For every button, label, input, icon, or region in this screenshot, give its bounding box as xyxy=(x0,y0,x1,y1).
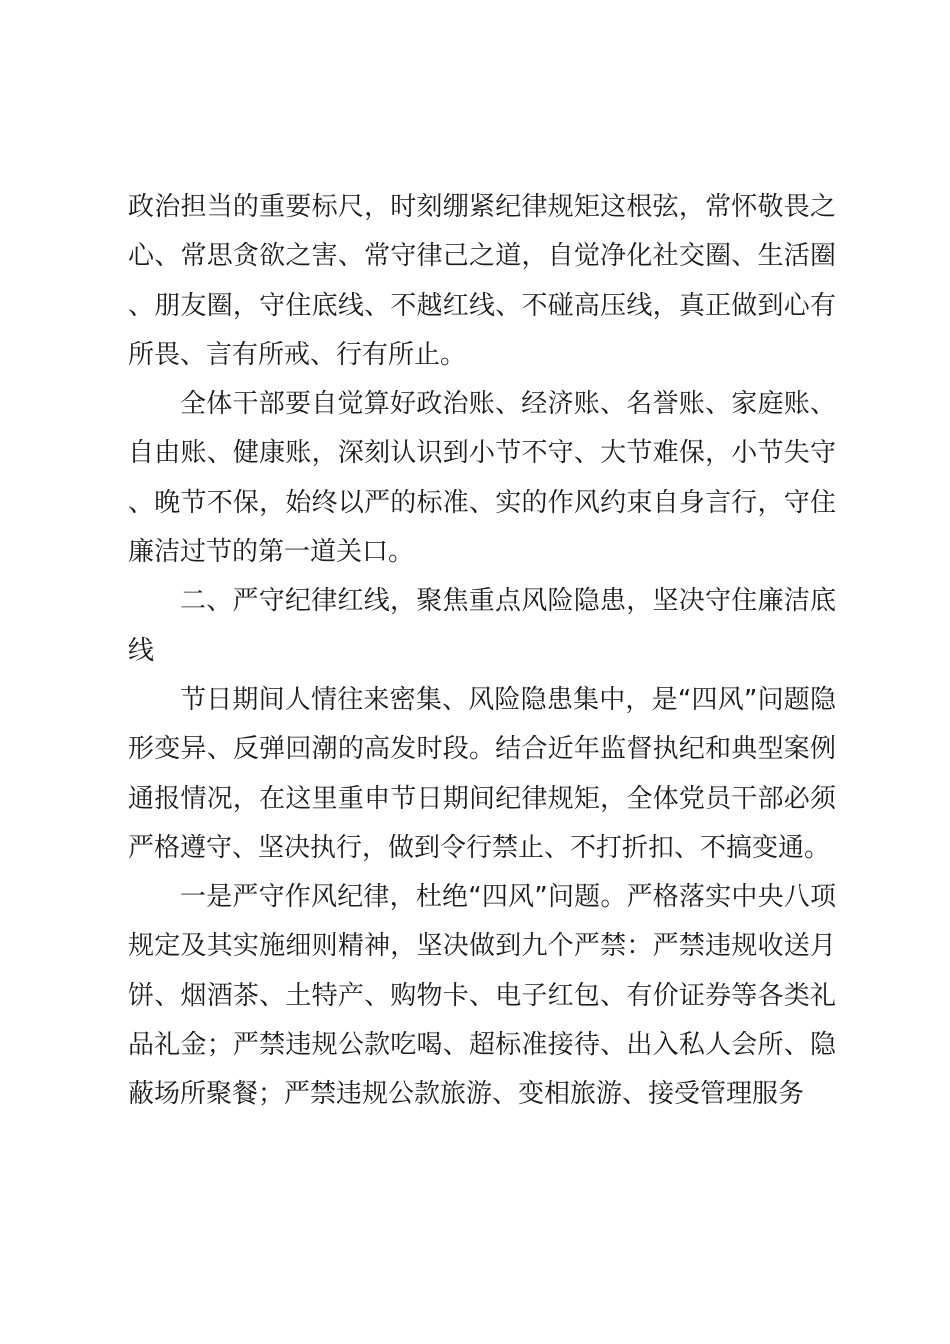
paragraph-continuation: 政治担当的重要标尺，时刻绷紧纪律规矩这根弦，常怀敬畏之心、常思贪欲之害、常守律己之道，自觉净化社交圈、生活圈、朋友圈，守住底线、不越红线、不碰高压线，真正做到心有所畏、言有所戒、行有所止。 xyxy=(128,192,836,370)
paragraph-accounts: 全体干部要自觉算好政治账、经济账、名誉账、家庭账、自由账、健康账，深刻认识到小节不守、大节难保，小节失守、晚节不保，始终以严的标准、实的作风约束自身言行，守住廉洁过节的第一道关口。 xyxy=(128,389,836,568)
section-heading-two: 二、严守纪律红线，聚焦重点风险隐患，坚决守住廉洁底线 xyxy=(128,586,836,666)
paragraph-holiday-risks: 节日期间人情往来密集、风险隐患集中，是“四风”问题隐形变异、反弹回潮的高发时段。结合近年监督执纪和典型案例通报情况，在这里重申节日期间纪律规矩，全体党员干部必须严格遵守、坚决执行，做到令行禁止、不打折扣、不搞变通。 xyxy=(128,684,836,863)
document-body xyxy=(128,183,836,1120)
paragraph-style-discipline: 一是严守作风纪律，杜绝“四风”问题。严格落实中央八项规定及其实施细则精神，坚决做到九个严禁：严禁违规收送月饼、烟酒茶、土特产、购物卡、电子红包、有价证券等各类礼品礼金；严禁违规公款吃喝、超标准接待、出入私人会所、隐蔽场所聚餐；严禁违规公款旅游、变相旅游、接受管理服务 xyxy=(128,882,836,1110)
